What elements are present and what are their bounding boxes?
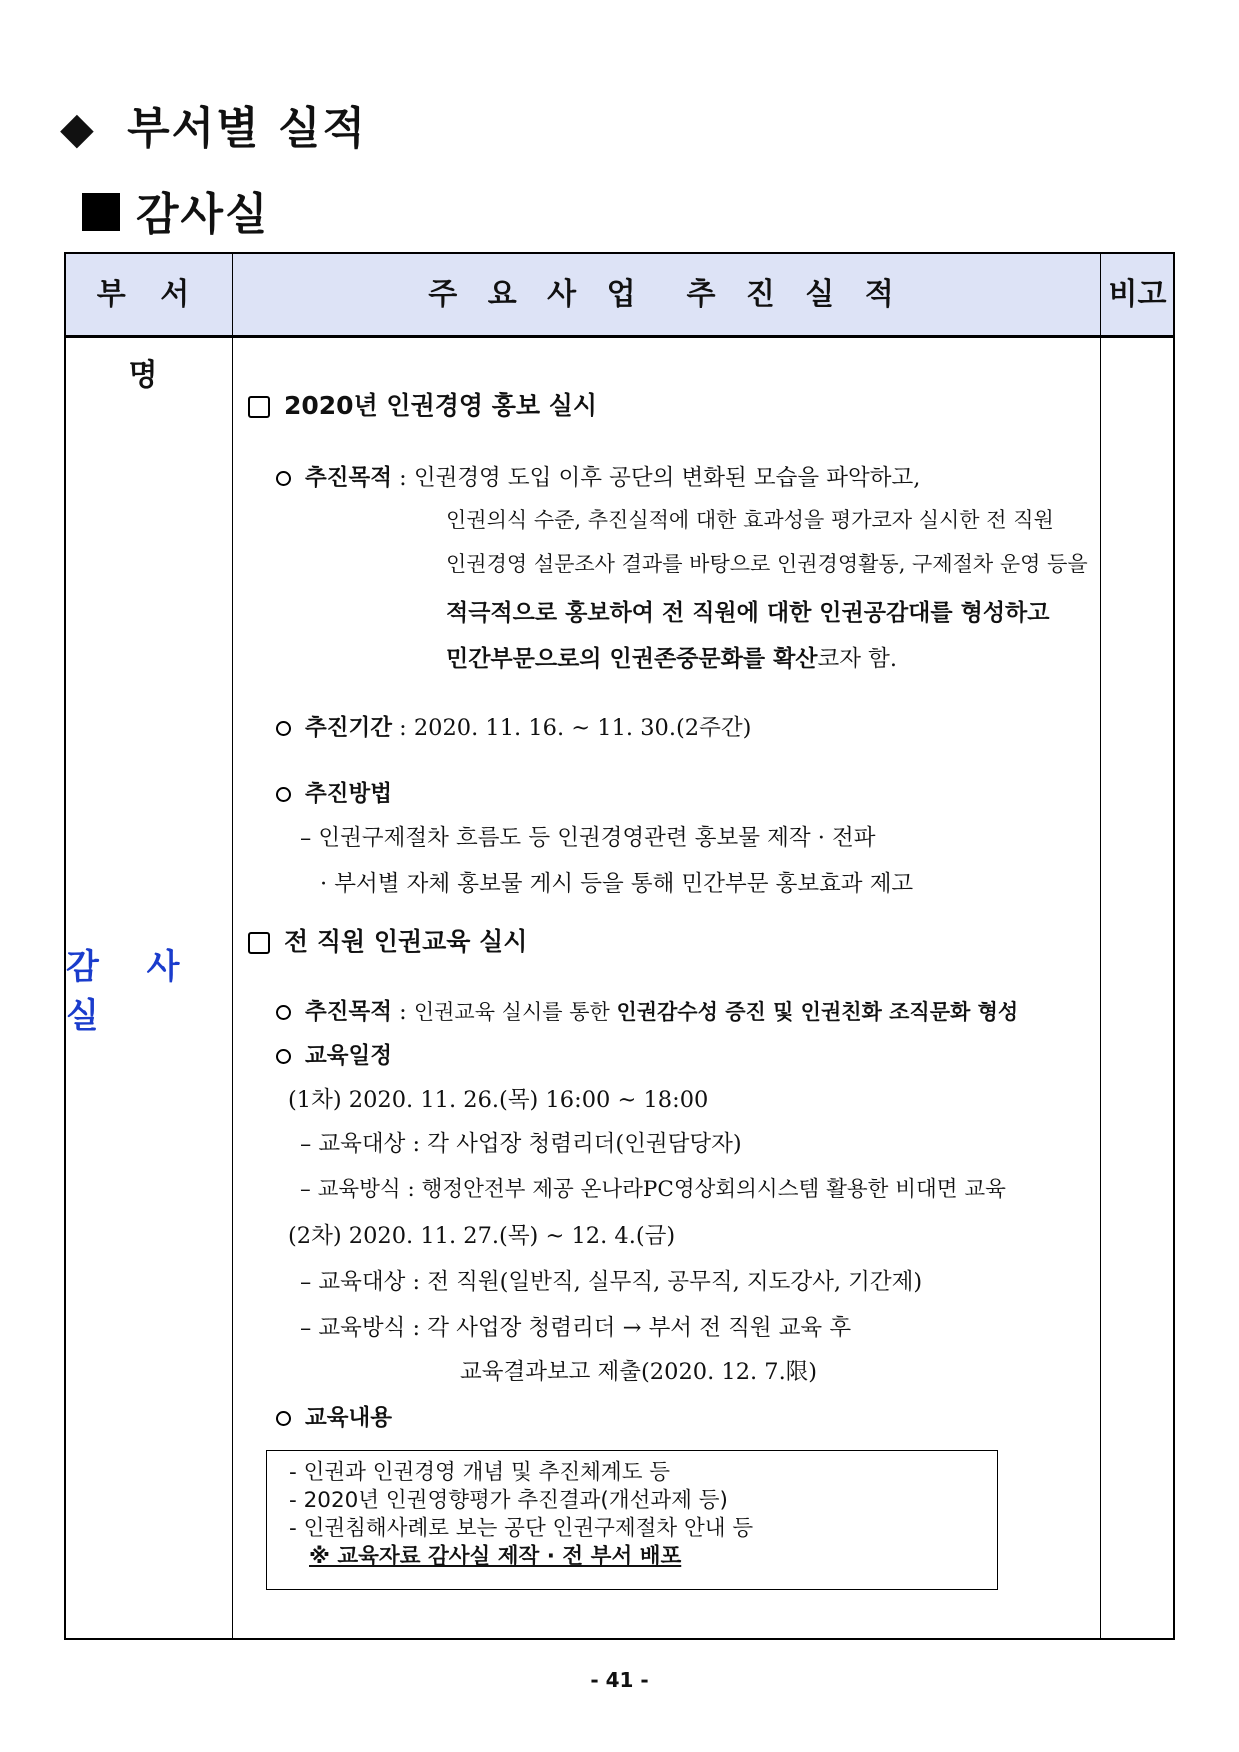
section1-title: 2020년 인권경영 홍보 실시 xyxy=(284,391,598,420)
page-number: - 41 - xyxy=(590,1668,649,1692)
circle-bullet-icon xyxy=(276,721,291,736)
section-heading xyxy=(60,92,367,156)
box-line-1: - 인권과 인권경영 개념 및 추진체계도 등 xyxy=(289,1460,671,1485)
s2-content-label: 교육내용 xyxy=(305,1405,392,1431)
s2-s2-method: – 교육방식 : 각 사업장 청렴리더 → 부서 전 직원 교육 후 xyxy=(300,1315,852,1341)
s1-purpose-l1: 인권경영 도입 이후 공단의 변화된 모습을 파악하고, xyxy=(413,465,921,491)
s2-schedule-label: 교육일정 xyxy=(305,1043,392,1069)
checkbox-icon xyxy=(248,396,270,418)
s1-purpose-l5-bold: 민간부문으로의 인권존중문화를 확산 xyxy=(446,646,818,672)
checkbox-icon xyxy=(248,932,270,954)
s2-purpose-bold: 인권감수성 증진 및 인권친화 조직문화 형성 xyxy=(616,1000,1019,1024)
circle-bullet-icon xyxy=(276,471,291,486)
header-dept: 부 서 명 xyxy=(96,277,202,393)
s2-s2-target: – 교육대상 : 전 직원(일반직, 실무직, 공무직, 지도강사, 기간제) xyxy=(300,1269,923,1295)
subsection-heading-text: 감사실 xyxy=(136,189,270,240)
section2-title-line xyxy=(248,922,527,958)
s1-method-l2: · 부서별 자체 홍보물 게시 등을 통해 민간부문 홍보효과 제고 xyxy=(320,871,914,897)
circle-bullet-icon xyxy=(276,1049,291,1064)
column-divider xyxy=(232,254,233,1638)
s2-s2-method2: 교육결과보고 제출(2020. 12. 7.限) xyxy=(460,1359,818,1385)
s1-period-line xyxy=(276,710,751,742)
education-content-box xyxy=(266,1450,998,1590)
s1-purpose-l5 xyxy=(446,640,897,673)
box-note: ※ 교육자료 감사실 제작 · 전 부서 배포 xyxy=(309,1544,682,1569)
header-main: 주 요 사 업 추 진 실 적 xyxy=(428,277,904,312)
section2-title: 전 직원 인권교육 실시 xyxy=(284,927,528,956)
s1-period-sep: : xyxy=(391,715,414,741)
header-note: 비고 xyxy=(1108,277,1167,312)
box-line-3: - 인권침해사례로 보는 공단 인권구제절차 안내 등 xyxy=(289,1516,754,1541)
s2-purpose-text: 인권교육 실시를 통한 xyxy=(413,1000,617,1024)
circle-bullet-icon xyxy=(276,1411,291,1426)
column-divider xyxy=(1100,254,1101,1638)
s1-purpose-sep: : xyxy=(391,465,414,491)
s1-purpose-l5-tail: 코자 함. xyxy=(817,646,898,672)
s2-schedule-line xyxy=(276,1038,392,1070)
s2-s1-method: – 교육방식 : 행정안전부 제공 온나라PC영상회의시스템 활용한 비대면 교육 xyxy=(300,1177,1006,1202)
s2-s2-head: (2차) 2020. 11. 27.(목) ~ 12. 4.(금) xyxy=(288,1223,676,1249)
section1-title-line xyxy=(248,386,597,422)
s2-s1-target: – 교육대상 : 각 사업장 청렴리더(인권담당자) xyxy=(300,1131,742,1157)
s1-purpose-l2: 인권의식 수준, 추진실적에 대한 효과성을 평가코자 실시한 전 직원 xyxy=(446,508,1054,532)
s1-method-label: 추진방법 xyxy=(305,781,392,807)
s1-period-value: 2020. 11. 16. ~ 11. 30.(2주간) xyxy=(413,715,752,741)
s2-purpose-sep: : xyxy=(391,999,414,1025)
s1-method-line xyxy=(276,776,392,808)
box-line-2: - 2020년 인권영향평가 추진결과(개선과제 등) xyxy=(289,1488,728,1513)
section-heading-text: 부서별 실적 xyxy=(127,103,368,154)
circle-bullet-icon xyxy=(276,1005,291,1020)
diamond-icon: ◆ xyxy=(60,103,96,154)
s2-purpose-label: 추진목적 xyxy=(305,999,392,1025)
s2-purpose-line xyxy=(276,994,1018,1026)
s1-purpose-line xyxy=(276,460,920,492)
s1-purpose-l3: 인권경영 설문조사 결과를 바탕으로 인권경영활동, 구제절차 운영 등을 xyxy=(446,552,1088,576)
circle-bullet-icon xyxy=(276,787,291,802)
s1-purpose-label: 추진목적 xyxy=(305,465,392,491)
s1-purpose-l4: 적극적으로 홍보하여 전 직원에 대한 인권공감대를 형성하고 xyxy=(446,600,1050,626)
s1-period-label: 추진기간 xyxy=(305,715,392,741)
square-bullet-icon xyxy=(82,193,120,231)
dept-name: 감 사 실 xyxy=(66,947,198,1036)
s1-method-l1: – 인권구제절차 흐름도 등 인권경영관련 홍보물 제작 · 전파 xyxy=(300,825,876,851)
subsection-heading xyxy=(82,178,270,242)
s2-s1-head: (1차) 2020. 11. 26.(목) 16:00 ~ 18:00 xyxy=(288,1087,709,1113)
s2-content-line xyxy=(276,1400,392,1432)
